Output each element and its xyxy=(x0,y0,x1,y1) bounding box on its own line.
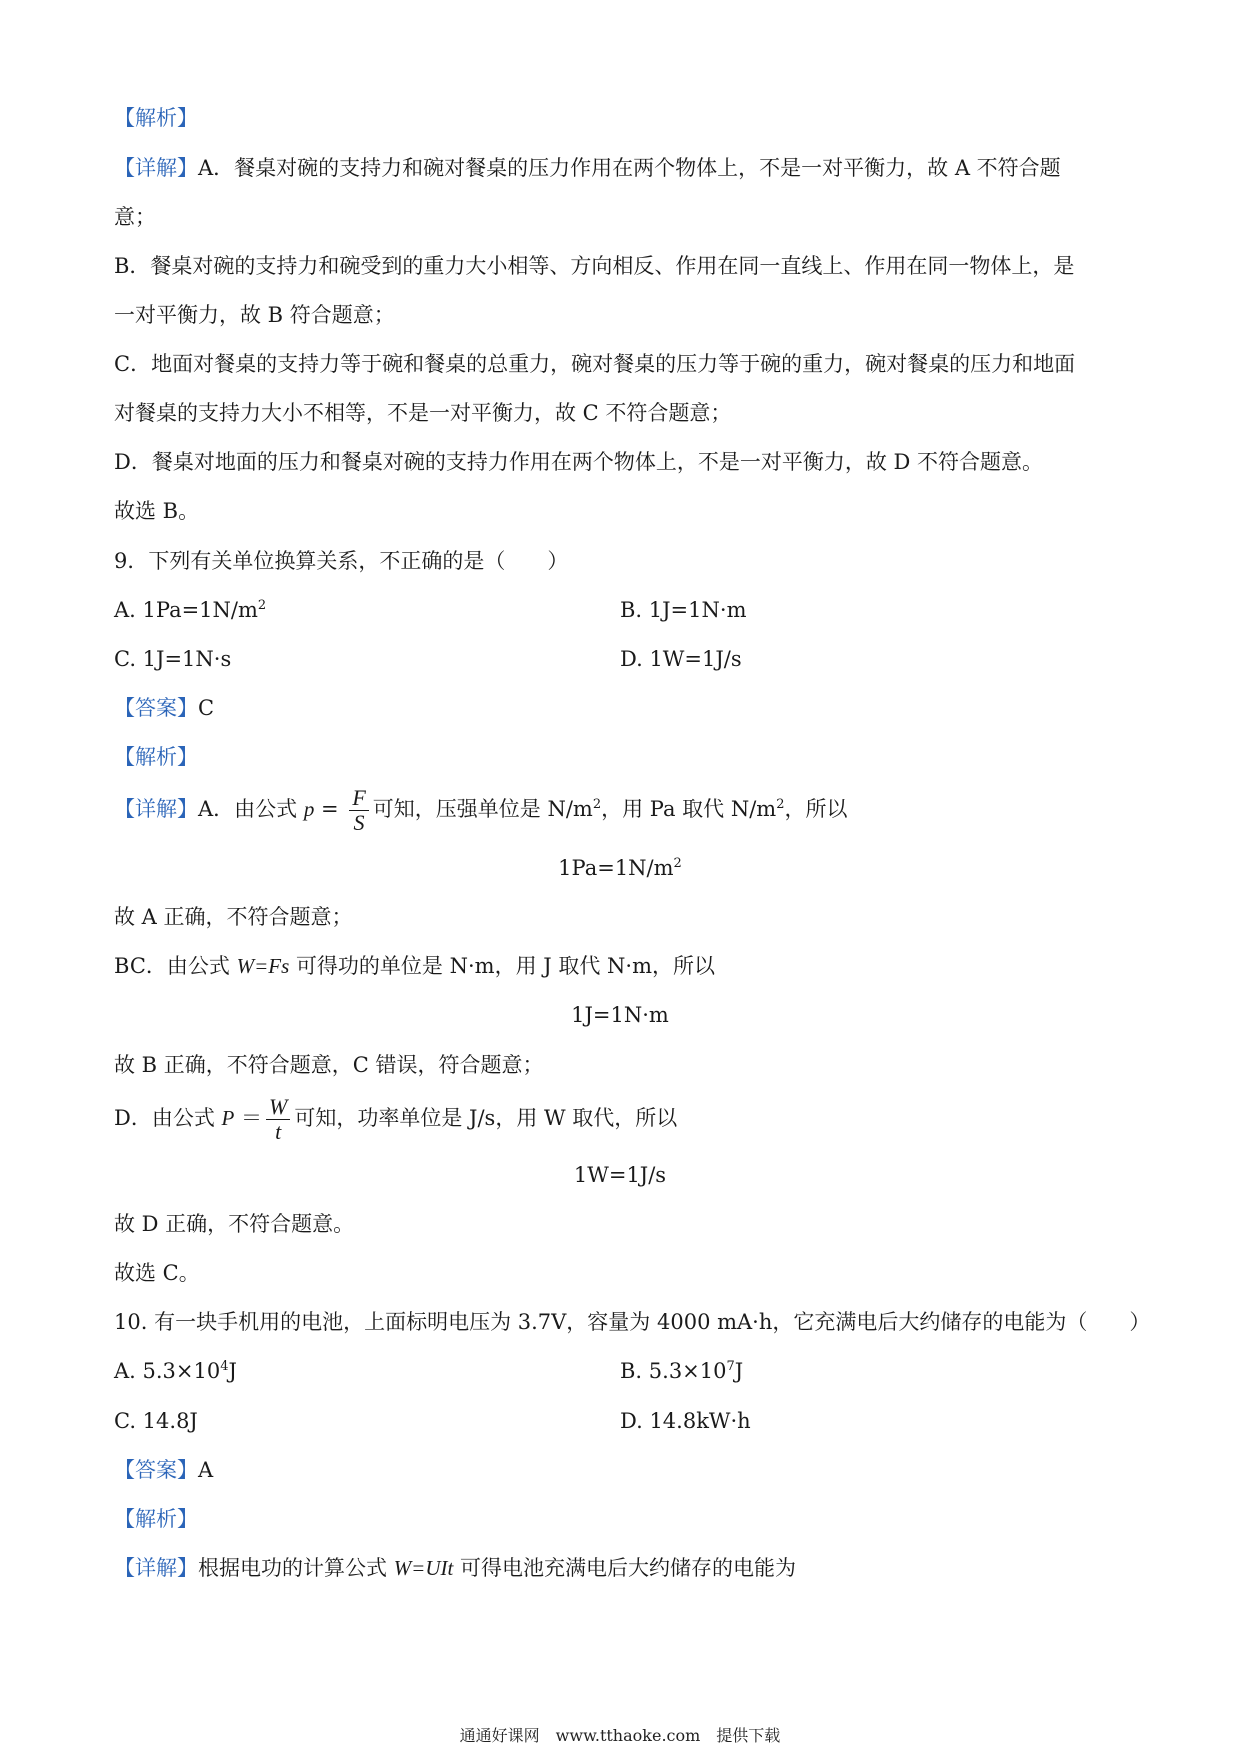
q9-answer: 【答案】C xyxy=(114,696,215,720)
detail-option-b: B．餐桌对碗的支持力和碗受到的重力大小相等、方向相反、作用在同一直线上、作用在同一物体上，是 xyxy=(114,254,1075,278)
detail-option-b-cont: 一对平衡力，故 B 符合题意； xyxy=(114,303,395,327)
fraction-f-over-s: $\frac{F}{S}$ xyxy=(349,786,368,835)
detail-paragraph-a xyxy=(114,153,1061,183)
q9-bc-conclusion: 故 B 正确，不符合题意，C 错误，符合题意； xyxy=(114,1053,544,1077)
q10-option-d: D. 14.8kW·h xyxy=(620,1409,751,1433)
detail-tag: 【详解】 xyxy=(114,156,198,180)
choice-conclusion: 故选 B。 xyxy=(114,499,200,523)
detail-option-d: D．餐桌对地面的压力和餐桌对碗的支持力作用在两个物体上，不是一对平衡力，故 D 不符合题意。 xyxy=(114,450,1044,474)
q10-stem: 10. 有一块手机用的电池，上面标明电压为 3.7V，容量为 4000 mA·h，它充满电后大约储存的电能为（ ） xyxy=(114,1310,1151,1334)
footer-source: 通通好课网 www.tthaoke.com 提供下载 xyxy=(459,1726,781,1745)
detail-option-c: C．地面对餐桌的支持力等于碗和餐桌的总重力，碗对餐桌的压力等于碗的重力，碗对餐桌的压力和地面 xyxy=(114,352,1076,376)
analysis-heading: 【解析】 xyxy=(114,106,198,130)
formula-p: p xyxy=(303,797,315,821)
q9-equation-j: 1J=1N·m xyxy=(571,1003,669,1027)
q10-option-b: B. $5.3\times 10^7J$ xyxy=(620,1359,744,1383)
detail-text-cont: 意； xyxy=(114,205,156,229)
q9-option-a: A. $1Pa=1N/m^2$ xyxy=(114,598,267,622)
q9-d-conclusion: 故 D 正确，不符合题意。 xyxy=(114,1212,355,1236)
q10-answer: 【答案】A xyxy=(114,1458,214,1482)
q10-detail: 【详解】根据电功的计算公式 W=UIt 可得电池充满电后大约储存的电能为 xyxy=(114,1556,797,1580)
q9-detail-d: D．由公式 P ＝ $\frac{W}{t}$ 可知，功率单位是 J/s，用 W 取代，所以 xyxy=(114,1094,678,1144)
q9-detail-a: 【详解】A．由公式 p = $\frac{F}{S}$ 可知，压强单位是 $N/m^2$，用 Pa 取代 $N/m^2$，所以 xyxy=(114,785,848,835)
q9-detail-bc: BC．由公式 W=Fs 可得功的单位是 N·m，用 J 取代 N·m，所以 xyxy=(114,954,715,978)
formula-w-uit: W=UIt xyxy=(393,1556,454,1580)
q10-option-a: A. $5.3\times 10^4J$ xyxy=(114,1359,237,1383)
detail-option-c-cont: 对餐桌的支持力大小不相等，不是一对平衡力，故 C 不符合题意； xyxy=(114,401,732,425)
q9-equation-w: 1W=1J/s xyxy=(573,1163,667,1187)
q9-equation-pa: $1Pa=1N/m^2$ xyxy=(558,856,682,880)
q9-option-d: D. 1W=1J/s xyxy=(620,647,742,671)
q9-option-b: B. 1J=1N·m xyxy=(620,598,747,622)
fraction-w-over-t: $\frac{W}{t}$ xyxy=(266,1095,290,1144)
q9-option-c: C. 1J=1N·s xyxy=(114,647,232,671)
detail-text: A．餐桌对碗的支持力和碗对餐桌的压力作用在两个物体上，不是一对平衡力，故 A 不符合题 xyxy=(198,156,1061,180)
q10-analysis-heading: 【解析】 xyxy=(114,1507,198,1531)
q10-option-c: C. 14.8J xyxy=(114,1409,198,1433)
formula-w-fs: W=Fs xyxy=(236,954,290,978)
q9-choice: 故选 C。 xyxy=(114,1261,200,1285)
q9-a-conclusion: 故 A 正确，不符合题意； xyxy=(114,905,353,929)
q9-analysis-heading: 【解析】 xyxy=(114,745,198,769)
formula-P: P xyxy=(221,1106,235,1130)
q9-stem: 9．下列有关单位换算关系，不正确的是（ ） xyxy=(114,549,569,573)
